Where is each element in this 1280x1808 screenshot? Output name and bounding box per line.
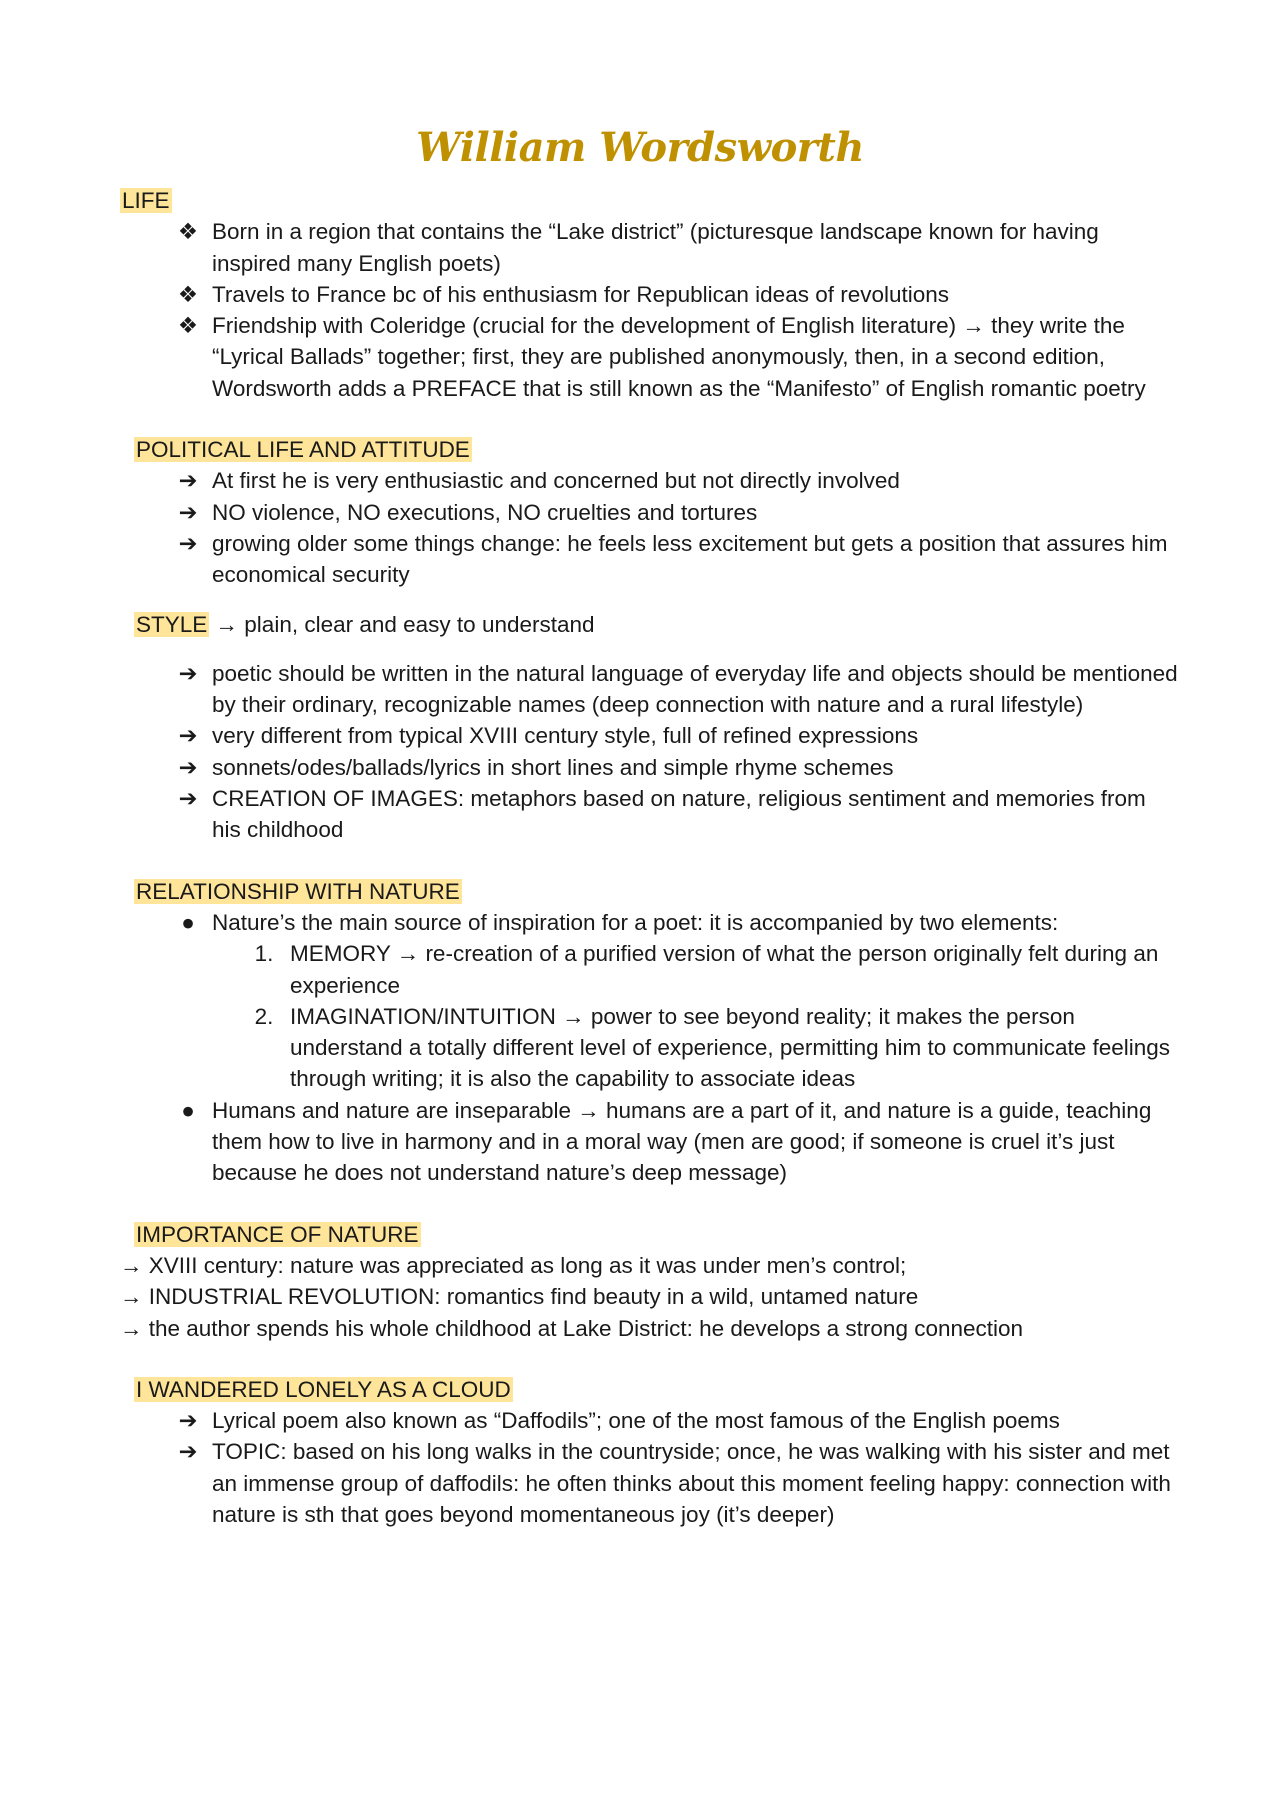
- political-list: [120, 465, 1180, 590]
- list-item: [177, 279, 1180, 310]
- list-item: [178, 1405, 1180, 1436]
- list-item: [178, 465, 1180, 496]
- list-item-text: NO violence, NO executions, NO cruelties and tortures: [212, 499, 758, 525]
- diamond-bullet-icon: ❖: [177, 281, 199, 307]
- section-heading-political: [120, 434, 1180, 465]
- list-item: [177, 310, 1180, 404]
- importance-line: → INDUSTRIAL REVOLUTION: romantics find beauty in a wild, untamed nature: [120, 1284, 919, 1310]
- life-list: [120, 216, 1180, 404]
- list-item: [177, 216, 1180, 279]
- numbered-sublist: [212, 938, 1180, 1094]
- list-item-text: Born in a region that contains the “Lake district” (picturesque landscape known for having inspired many English poets): [212, 219, 1099, 276]
- cloud-list: [120, 1405, 1180, 1530]
- importance-line: → the author spends his whole childhood at Lake District: he develops a strong connection: [120, 1315, 1024, 1341]
- list-item: [178, 720, 1180, 751]
- list-item-text: Friendship with Coleridge (crucial for the development of English literature) → they write the “Lyrical Ballads” together; first, they are published anonymously, then, in a second edition, Wordsworth adds a PREFACE that is still known as the “Manifesto” of English romantic poetry: [212, 313, 1146, 401]
- section-heading-relationship: [120, 876, 1180, 907]
- list-item-text: growing older some things change: he feels less excitement but gets a position that assures him economical security: [212, 530, 1168, 588]
- arrow-bullet-icon: ➔: [178, 530, 198, 556]
- heading-highlight: IMPORTANCE OF NATURE: [136, 1221, 419, 1247]
- list-item: [178, 1436, 1180, 1530]
- list-item-text: At first he is very enthusiastic and concerned but not directly involved: [212, 468, 900, 494]
- numbered-item-text: MEMORY → re-creation of a purified version of what the person originally felt during an experience: [290, 941, 1159, 998]
- page-title: William Wordsworth: [416, 124, 864, 171]
- arrow-bullet-icon: ➔: [178, 1439, 198, 1465]
- list-item-text: Humans and nature are inseparable → humans are a part of it, and nature is a guide, teaching them how to live in harmony and in a moral way (men are good; if someone is cruel it’s just because he does not understand nature’s deep message): [212, 1097, 1152, 1186]
- numbered-item-text: IMAGINATION/INTUITION → power to see beyond reality; it makes the person understand a totally different level of experience, permitting him to communicate feelings through writing; it is also the capability to associate ideas: [290, 1003, 1171, 1092]
- style-list: [120, 658, 1180, 846]
- section-heading-life: [120, 185, 1180, 216]
- arrow-bullet-icon: ➔: [178, 754, 198, 780]
- heading-highlight: I WANDERED LONELY AS A CLOUD: [136, 1376, 511, 1402]
- diamond-bullet-icon: ❖: [177, 219, 199, 245]
- document-body: [120, 185, 1180, 1530]
- section-heading-cloud: [120, 1374, 1180, 1405]
- heading-highlight: STYLE: [136, 611, 208, 637]
- list-item: [178, 658, 1180, 721]
- relationship-list: [120, 907, 1180, 1189]
- list-item-text: Nature’s the main source of inspiration for a poet: it is accompanied by two elements:: [212, 909, 1059, 935]
- numbered-item: [254, 1001, 1180, 1095]
- heading-highlight: RELATIONSHIP WITH NATURE: [136, 878, 460, 904]
- dot-bullet-icon: ●: [181, 909, 195, 935]
- importance-line: → XVIII century: nature was appreciated as long as it was under men’s control;: [120, 1252, 907, 1278]
- list-item: [181, 1095, 1180, 1189]
- arrow-bullet-icon: ➔: [178, 660, 198, 686]
- list-item: [178, 528, 1180, 591]
- list-item: [181, 907, 1180, 1095]
- list-item-text: Lyrical poem also known as “Daffodils”; one of the most famous of the English poems: [212, 1408, 1060, 1434]
- numbered-item: [254, 938, 1180, 1001]
- list-item-text: poetic should be written in the natural language of everyday life and objects should be mentioned by their ordinary, recognizable names (deep connection with nature and a rural lifestyle): [212, 660, 1178, 718]
- dot-bullet-icon: ●: [181, 1097, 195, 1123]
- heading-highlight: LIFE: [122, 188, 170, 213]
- list-item-text: TOPIC: based on his long walks in the countryside; once, he was walking with his sister and met an immense group of daffodils: he often thinks about this moment feeling happy: connection with nature is sth that goes beyond momentaneous joy (it’s deeper): [212, 1439, 1171, 1527]
- list-item: [178, 783, 1180, 846]
- item-number: 2.: [254, 1003, 274, 1029]
- list-item-text: Travels to France bc of his enthusiasm for Republican ideas of revolutions: [212, 281, 950, 307]
- item-number: 1.: [254, 941, 274, 967]
- heading-highlight: POLITICAL LIFE AND ATTITUDE: [136, 437, 470, 463]
- list-item: [178, 752, 1180, 783]
- list-item-text: CREATION OF IMAGES: metaphors based on nature, religious sentiment and memories from his childhood: [212, 786, 1146, 843]
- section-heading-importance: [120, 1219, 1180, 1250]
- arrow-bullet-icon: ➔: [178, 499, 198, 525]
- arrow-bullet-icon: ➔: [178, 468, 198, 494]
- diamond-bullet-icon: ❖: [177, 313, 199, 339]
- arrow-bullet-icon: ➔: [178, 786, 198, 812]
- list-item-text: very different from typical XVIII century style, full of refined expressions: [212, 723, 919, 749]
- list-item: [178, 497, 1180, 528]
- arrow-bullet-icon: ➔: [178, 1408, 198, 1434]
- arrow-bullet-icon: ➔: [178, 723, 198, 749]
- style-summary: → plain, clear and easy to understand: [215, 611, 595, 637]
- section-heading-style: [120, 609, 1180, 640]
- list-item-text: sonnets/odes/ballads/lyrics in short lines and simple rhyme schemes: [212, 754, 894, 780]
